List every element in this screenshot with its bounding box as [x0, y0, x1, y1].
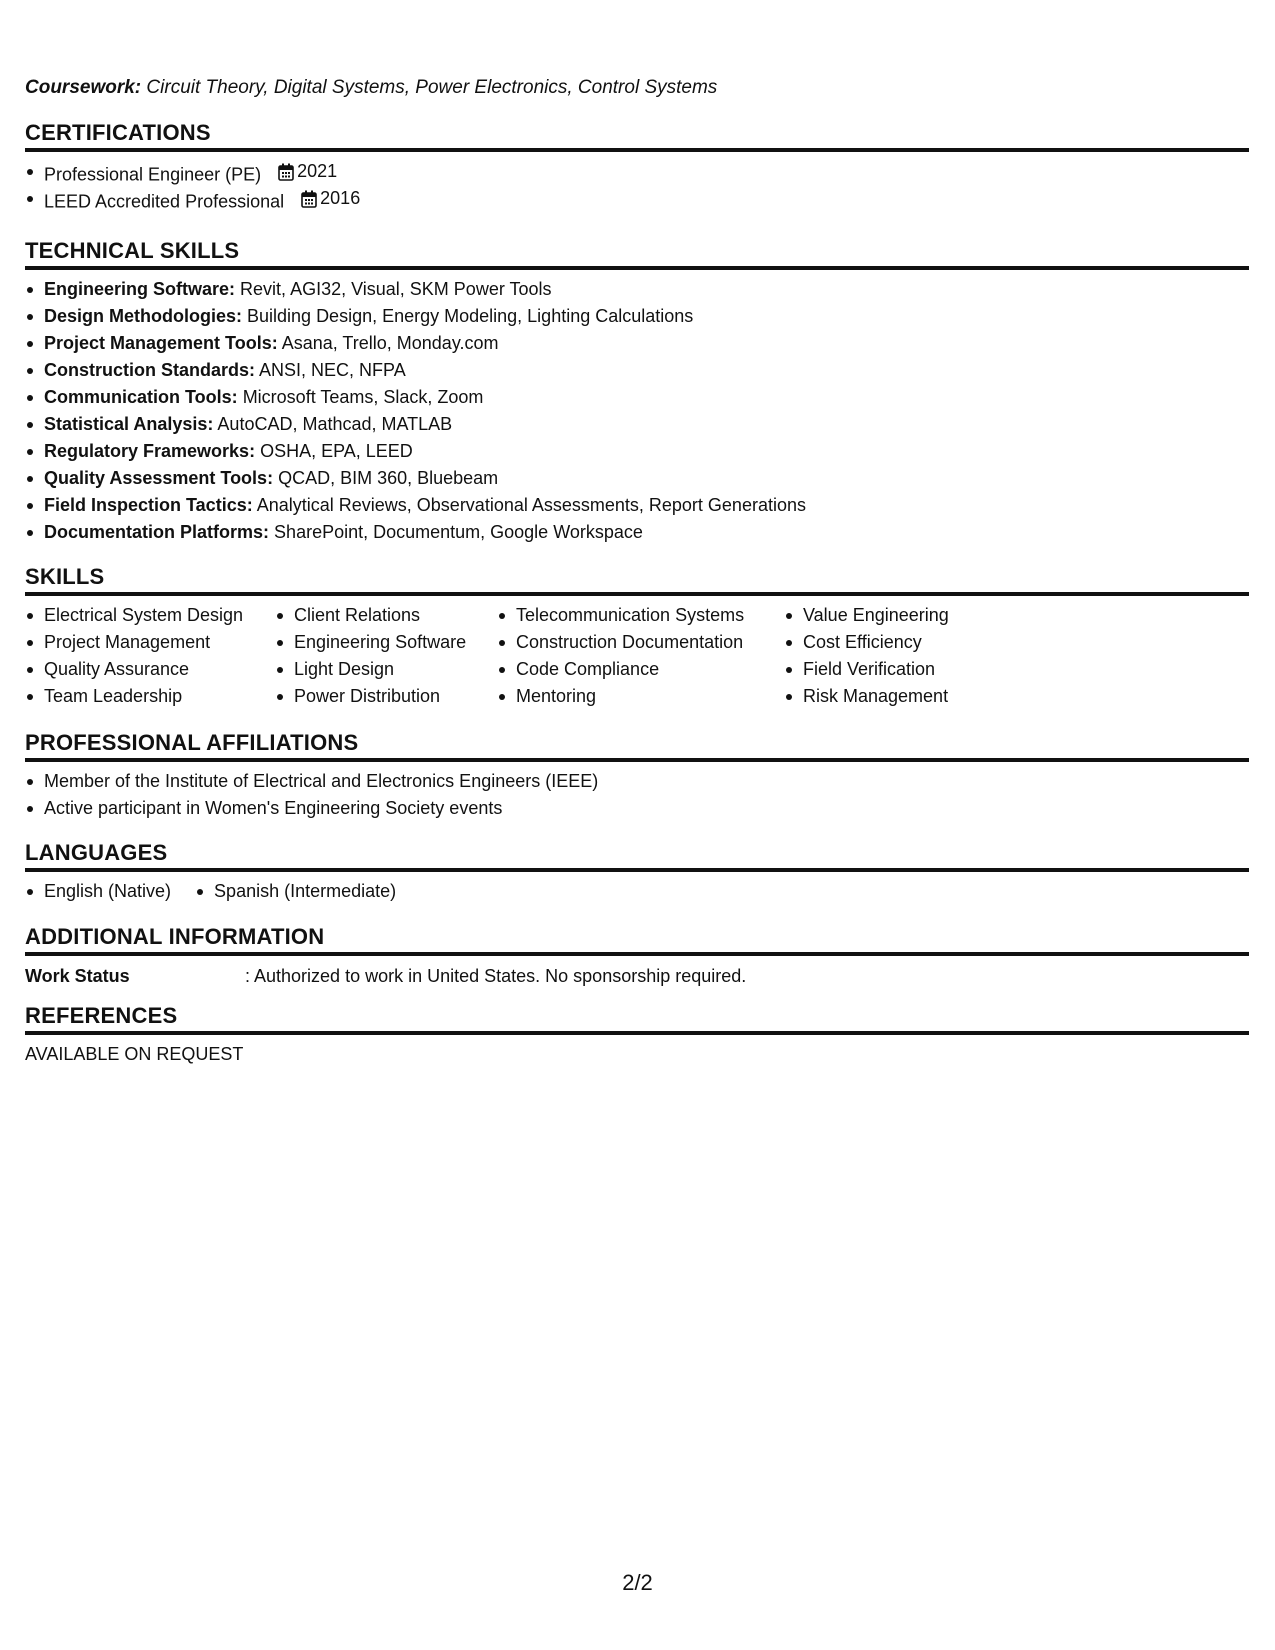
skill-values: SharePoint, Documentum, Google Workspace [274, 522, 643, 542]
list-item: Value Engineering [784, 602, 1044, 629]
certification-name: LEED Accredited Professional [44, 191, 285, 212]
coursework-label: Coursework: [25, 77, 142, 98]
list-item [25, 492, 1249, 519]
technical-skills-heading: TECHNICAL SKILLS [25, 236, 1249, 270]
affiliations-section [25, 728, 1249, 822]
skill-values: Building Design, Energy Modeling, Lighting Calculations [247, 306, 694, 326]
languages-heading: LANGUAGES [25, 838, 1249, 872]
list-item [25, 185, 1249, 212]
skill-category: Project Management Tools: [44, 333, 278, 353]
coursework-value: Circuit Theory, Digital Systems, Power Electronics, Control Systems [146, 77, 718, 98]
additional-info-heading: ADDITIONAL INFORMATION [25, 922, 1249, 956]
certification-date [301, 185, 360, 212]
list-item: Risk Management [784, 683, 1044, 710]
work-status-label: Work Status [25, 966, 130, 986]
skills-heading: SKILLS [25, 562, 1249, 596]
skills-column [275, 602, 497, 710]
list-item: Active participant in Women's Engineering Society events [25, 795, 1249, 822]
affiliations-heading: PROFESSIONAL AFFILIATIONS [25, 728, 1249, 762]
list-item: English (Native) [25, 878, 171, 905]
skill-category: Engineering Software: [44, 279, 236, 299]
skills-grid [25, 602, 1249, 710]
skills-section [25, 562, 1249, 710]
list-item: Telecommunication Systems [497, 602, 784, 629]
list-item: Field Verification [784, 656, 1044, 683]
skill-values: AutoCAD, Mathcad, MATLAB [217, 414, 453, 434]
skill-values: OSHA, EPA, LEED [260, 441, 413, 461]
certifications-section [25, 118, 1249, 212]
list-item [25, 465, 1249, 492]
skill-values: Revit, AGI32, Visual, SKM Power Tools [240, 279, 552, 299]
skills-column [497, 602, 784, 710]
list-item [25, 303, 1249, 330]
certification-date [278, 158, 337, 185]
work-status-row [25, 962, 1249, 990]
languages-section [25, 838, 1249, 905]
list-item [25, 158, 1249, 185]
skill-category: Field Inspection Tactics: [44, 495, 253, 515]
skill-category: Statistical Analysis: [44, 414, 214, 434]
list-item: Power Distribution [275, 683, 497, 710]
affiliations-list [25, 768, 1249, 822]
skill-values: Analytical Reviews, Observational Assessments, Report Generations [256, 495, 806, 515]
skill-category: Design Methodologies: [44, 306, 242, 326]
list-item: Spanish (Intermediate) [195, 878, 396, 905]
list-item [25, 276, 1249, 303]
references-heading: REFERENCES [25, 1001, 1249, 1035]
list-item [25, 384, 1249, 411]
technical-skills-section [25, 236, 1249, 546]
list-item [25, 438, 1249, 465]
list-item [25, 330, 1249, 357]
calendar-icon [301, 190, 317, 208]
technical-skills-list [25, 276, 1249, 546]
list-item: Electrical System Design [25, 602, 275, 629]
skill-category: Construction Standards: [44, 360, 256, 380]
certifications-list [25, 158, 1249, 212]
list-item: Engineering Software [275, 629, 497, 656]
references-text: AVAILABLE ON REQUEST [25, 1044, 244, 1064]
list-item [25, 411, 1249, 438]
list-item: Code Compliance [497, 656, 784, 683]
skill-category: Documentation Platforms: [44, 522, 270, 542]
list-item: Team Leadership [25, 683, 275, 710]
list-item: Construction Documentation [497, 629, 784, 656]
list-item [25, 357, 1249, 384]
certifications-heading: CERTIFICATIONS [25, 118, 1249, 152]
skill-values: Microsoft Teams, Slack, Zoom [242, 387, 484, 407]
skill-values: Asana, Trello, Monday.com [281, 333, 499, 353]
list-item: Cost Efficiency [784, 629, 1044, 656]
list-item: Mentoring [497, 683, 784, 710]
references-section [25, 1001, 1249, 1065]
list-item: Client Relations [275, 602, 497, 629]
certification-year: 2021 [297, 161, 338, 181]
calendar-icon [278, 163, 294, 181]
list-item: Quality Assurance [25, 656, 275, 683]
skills-column [784, 602, 1044, 710]
skill-category: Quality Assessment Tools: [44, 468, 274, 488]
list-item: Member of the Institute of Electrical and Electronics Engineers (IEEE) [25, 768, 1249, 795]
coursework-line [25, 77, 717, 99]
skill-values: QCAD, BIM 360, Bluebeam [278, 468, 499, 488]
skill-category: Communication Tools: [44, 387, 238, 407]
certification-name: Professional Engineer (PE) [44, 164, 262, 185]
skills-column [25, 602, 275, 710]
list-item: Project Management [25, 629, 275, 656]
skill-values: ANSI, NEC, NFPA [259, 360, 406, 380]
skill-category: Regulatory Frameworks: [44, 441, 256, 461]
page-number: 2/2 [622, 1570, 653, 1595]
work-status-value: : Authorized to work in United States. No sponsorship required. [245, 966, 747, 986]
list-item: Light Design [275, 656, 497, 683]
additional-info-section [25, 922, 1249, 990]
languages-list [25, 878, 1249, 905]
certification-year: 2016 [320, 188, 361, 208]
list-item [25, 519, 1249, 546]
